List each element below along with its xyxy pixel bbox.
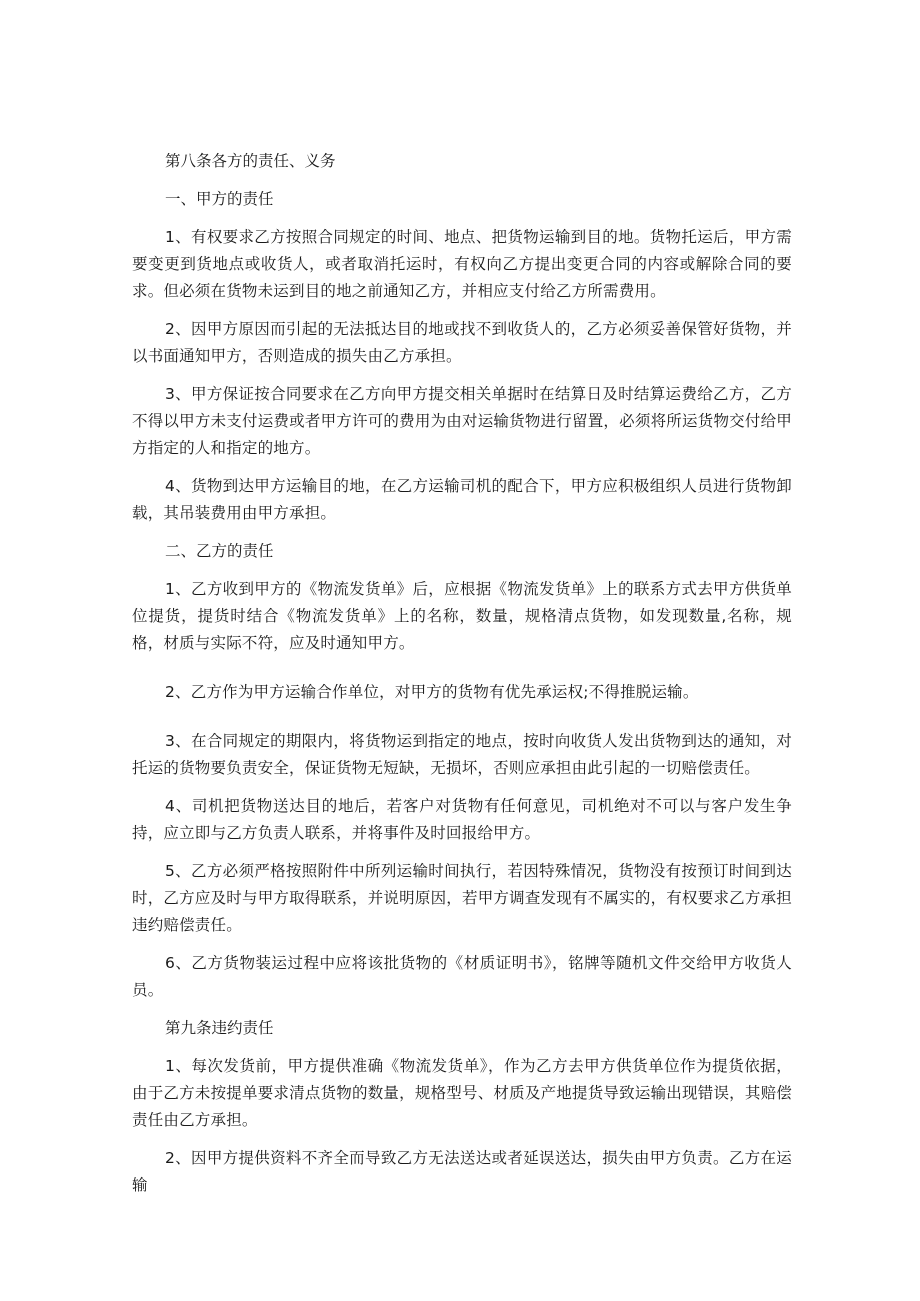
subheading-party-b-duties: 二、乙方的责任 — [165, 542, 274, 560]
subheading-party-a-duties: 一、甲方的责任 — [165, 190, 274, 208]
paragraph-b2: 2、乙方作为甲方运输合作单位，对甲方的货物有优先承运权;不得推脱运输。 — [165, 683, 699, 701]
paragraph-b4: 4、司机把货物送达目的地后，若客户对货物有任何意见，司机绝对不可以与客户发生争持，应立即与乙方负责人联系，并将事件及时回报给甲方。 — [132, 797, 792, 842]
paragraph-a4: 4、货物到达甲方运输目的地，在乙方运输司机的配合下，甲方应积极组织人员进行货物卸载，其吊装费用由甲方承担。 — [132, 477, 792, 522]
paragraph-b3: 3、在合同规定的期限内，将货物运到指定的地点，按时向收货人发出货物到达的通知，对托运的货物要负责安全，保证货物无短缺，无损坏，否则应承担由此引起的一切赔偿责任。 — [132, 732, 792, 777]
paragraph-breach-2: 2、因甲方提供资料不齐全而导致乙方无法送达或者延误送达，损失由甲方负责。乙方在运输 — [132, 1149, 792, 1194]
section-heading-article-9: 第九条违约责任 — [165, 1019, 274, 1037]
section-heading-article-8: 第八条各方的责任、义务 — [165, 152, 336, 170]
document-body — [132, 148, 792, 1210]
paragraph-b1: 1、乙方收到甲方的《物流发货单》后，应根据《物流发货单》上的联系方式去甲方供货单位提货，提货时结合《物流发货单》上的名称，数量，规格清点货物，如发现数量,名称，规格，材质与实际不符，应及时通知甲方。 — [132, 580, 792, 652]
paragraph-b6: 6、乙方货物装运过程中应将该批货物的《材质证明书》，铭牌等随机文件交给甲方收货人员。 — [132, 954, 792, 999]
paragraph-a3: 3、甲方保证按合同要求在乙方向甲方提交相关单据时在结算日及时结算运费给乙方，乙方不得以甲方未支付运费或者甲方许可的费用为由对运输货物进行留置，必须将所运货物交付给甲方指定的人和指定的地方。 — [132, 385, 792, 457]
paragraph-b5: 5、乙方必须严格按照附件中所列运输时间执行，若因特殊情况，货物没有按预订时间到达时，乙方应及时与甲方取得联系，并说明原因，若甲方调查发现有不属实的，有权要求乙方承担违约赔偿责任。 — [132, 862, 792, 934]
paragraph-a2: 2、因甲方原因而引起的无法抵达目的地或找不到收货人的，乙方必须妥善保管好货物，并以书面通知甲方，否则造成的损失由乙方承担。 — [132, 320, 792, 365]
paragraph-breach-1: 1、每次发货前，甲方提供准确《物流发货单》，作为乙方去甲方供货单位作为提货依据，由于乙方未按提单要求清点货物的数量，规格型号、材质及产地提货导致运输出现错误，其赔偿责任由乙方承担。 — [132, 1057, 792, 1129]
paragraph-a1: 1、有权要求乙方按照合同规定的时间、地点、把货物运输到目的地。货物托运后，甲方需要变更到货地点或收货人，或者取消托运时，有权向乙方提出变更合同的内容或解除合同的要求。但必须在货物未运到目的地之前通知乙方，并相应支付给乙方所需费用。 — [132, 228, 792, 300]
